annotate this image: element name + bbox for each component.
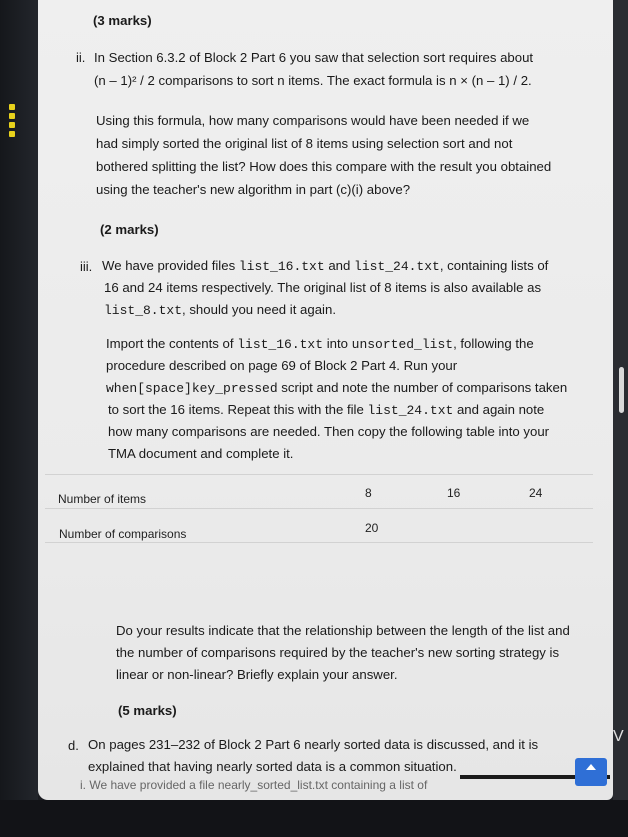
text-run: We have provided files (102, 258, 239, 273)
table-cell: 16 (447, 486, 461, 500)
indicator-light (9, 104, 15, 110)
text-run: to sort the 16 items. Repeat this with the file (108, 402, 368, 417)
marks-label: (5 marks) (118, 703, 177, 718)
text-run: into (323, 336, 352, 351)
question-text: bothered splitting the list? How does this compare with the result you obtained (96, 159, 552, 174)
monitor-bezel-right (613, 0, 628, 837)
text-run: , following the (453, 336, 534, 351)
edge-glyph: V (613, 728, 624, 745)
monitor-bezel-bottom (0, 800, 628, 837)
table-cell: 8 (365, 486, 372, 500)
text-run: , containing lists of (439, 258, 549, 273)
question-text (108, 399, 544, 421)
item-marker: iii. (80, 259, 93, 274)
indicator-light (9, 131, 15, 137)
question-text: On pages 231–232 of Block 2 Part 6 nearly sorted data is discussed, and it is (88, 737, 539, 752)
indicator-lights (9, 104, 17, 140)
item-marker: ii. (76, 50, 86, 65)
filename: list_24.txt (354, 259, 440, 274)
question-text: linear or non-linear? Briefly explain your answer. (116, 667, 398, 682)
question-text: the number of comparisons required by the teacher's new sorting strategy is (116, 645, 560, 660)
text-run: , should you need it again. (182, 302, 336, 317)
variable-name: unsorted_list (351, 337, 454, 352)
question-text: Do your results indicate that the relationship between the length of the list and (116, 623, 570, 638)
question-text (106, 377, 567, 399)
cut-off-text: i. We have provided a file nearly_sorted_list.txt containing a list of (80, 778, 428, 792)
question-text: In Section 6.3.2 of Block 2 Part 6 you saw that selection sort requires about (94, 50, 534, 65)
filename: list_16.txt (237, 337, 324, 352)
table-rule (45, 474, 593, 475)
text-run: and (324, 258, 355, 273)
table-cell: 24 (529, 486, 543, 500)
item-marker: d. (68, 738, 79, 753)
marks-label: (3 marks) (93, 13, 152, 28)
question-text (104, 299, 336, 321)
question-text: procedure described on page 69 of Block 2 Part 4. Run your (106, 358, 458, 373)
question-text: 16 and 24 items respectively. The original list of 8 items is also available as (104, 280, 542, 295)
scroll-to-top-button[interactable] (575, 758, 607, 786)
question-text: explained that having nearly sorted data is a common situation. (88, 759, 457, 774)
code-snippet: when[space]key_pressed (106, 381, 278, 396)
question-text: Using this formula, how many comparisons would have been needed if we (96, 113, 530, 128)
filename: list_8.txt (104, 303, 183, 318)
indicator-light (9, 122, 15, 128)
text-run: and again note (453, 402, 545, 417)
table-rule (45, 542, 593, 543)
arrow-up-icon (586, 764, 596, 770)
indicator-light (9, 113, 15, 119)
question-text: had simply sorted the original list of 8 items using selection sort and not (96, 136, 513, 151)
monitor-bezel-left (0, 0, 38, 837)
question-text: using the teacher's new algorithm in part (c)(i) above? (96, 182, 411, 197)
question-text (106, 333, 534, 355)
marks-label: (2 marks) (100, 222, 159, 237)
row-label-comparisons: Number of comparisons (59, 527, 187, 541)
results-table (45, 472, 593, 552)
scrollbar-thumb[interactable] (619, 367, 624, 413)
filename: list_24.txt (367, 403, 454, 418)
document-page (38, 0, 613, 800)
table-rule (45, 508, 593, 509)
question-text: how many comparisons are needed. Then copy the following table into your (108, 424, 550, 439)
question-text (102, 255, 548, 277)
row-label-items: Number of items (58, 492, 147, 506)
question-text: (n – 1)² / 2 comparisons to sort n items. The exact formula is n × (n – 1) / 2. (94, 73, 532, 88)
question-text: TMA document and complete it. (108, 446, 294, 461)
filename: list_16.txt (238, 259, 325, 274)
text-run: Import the contents of (106, 336, 238, 351)
text-run: script and note the number of comparisons taken (277, 380, 568, 395)
table-cell: 20 (365, 521, 379, 535)
